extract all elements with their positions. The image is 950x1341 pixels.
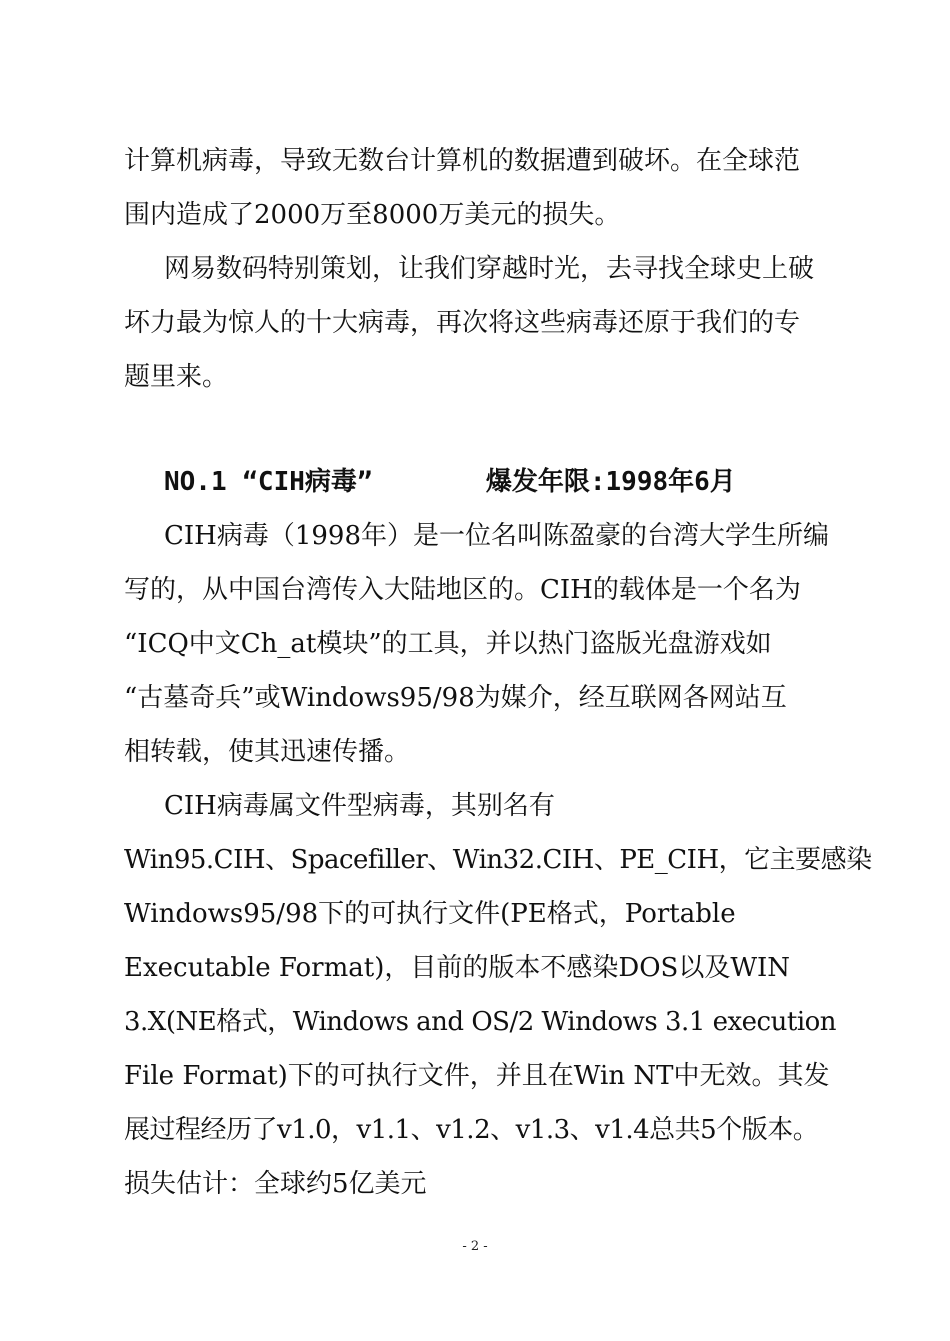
body-line: Executable Format)，目前的版本不感染DOS以及WIN xyxy=(124,953,791,983)
body-line: CIH病毒（1998年）是一位名叫陈盈豪的台湾大学生所编 xyxy=(164,521,830,551)
body-line: 展过程经历了v1.0，v1.1、v1.2、v1.3、v1.4总共5个版本。 xyxy=(124,1115,819,1145)
page-number: - 2 - xyxy=(462,1239,488,1254)
body-line: “ICQ中文Ch_at模块”的工具，并以热门盗版光盘游戏如 xyxy=(124,629,772,659)
section-heading xyxy=(164,467,736,497)
body-line: File Format)下的可执行文件，并且在Win NT中无效。其发 xyxy=(124,1061,830,1091)
body-line: 3.X(NE格式，Windows and OS/2 Windows 3.1 execution xyxy=(124,1007,837,1037)
section-outbreak-date: 爆发年限:1998年6月 xyxy=(485,467,736,497)
paragraph-line: 围内造成了2000万至8000万美元的损失。 xyxy=(124,200,621,230)
body-line: 损失估计：全球约5亿美元 xyxy=(124,1169,427,1199)
body-line: Win95.CIH、Spacefiller、Win32.CIH、PE_CIH，它主要感染 xyxy=(124,845,872,875)
section-virus-name: “CIH病毒” xyxy=(242,467,373,497)
paragraph-line: 计算机病毒，导致无数台计算机的数据遭到破坏。在全球范 xyxy=(124,146,801,176)
body-line: CIH病毒属文件型病毒，其别名有 xyxy=(164,791,555,821)
paragraph-line: 题里来。 xyxy=(124,362,229,392)
paragraph-line: 坏力最为惊人的十大病毒，再次将这些病毒还原于我们的专 xyxy=(124,308,801,338)
body-line: 相转载，使其迅速传播。 xyxy=(124,737,411,767)
section-number: NO.1 xyxy=(164,467,227,497)
paragraph-line: 网易数码特别策划，让我们穿越时光，去寻找全球史上破 xyxy=(164,254,815,284)
body-line: 写的，从中国台湾传入大陆地区的。CIH的载体是一个名为 xyxy=(124,575,801,605)
body-line: “古墓奇兵”或Windows95/98为媒介，经互联网各网站互 xyxy=(124,683,787,713)
body-line: Windows95/98下的可执行文件(PE格式，Portable xyxy=(124,899,736,929)
